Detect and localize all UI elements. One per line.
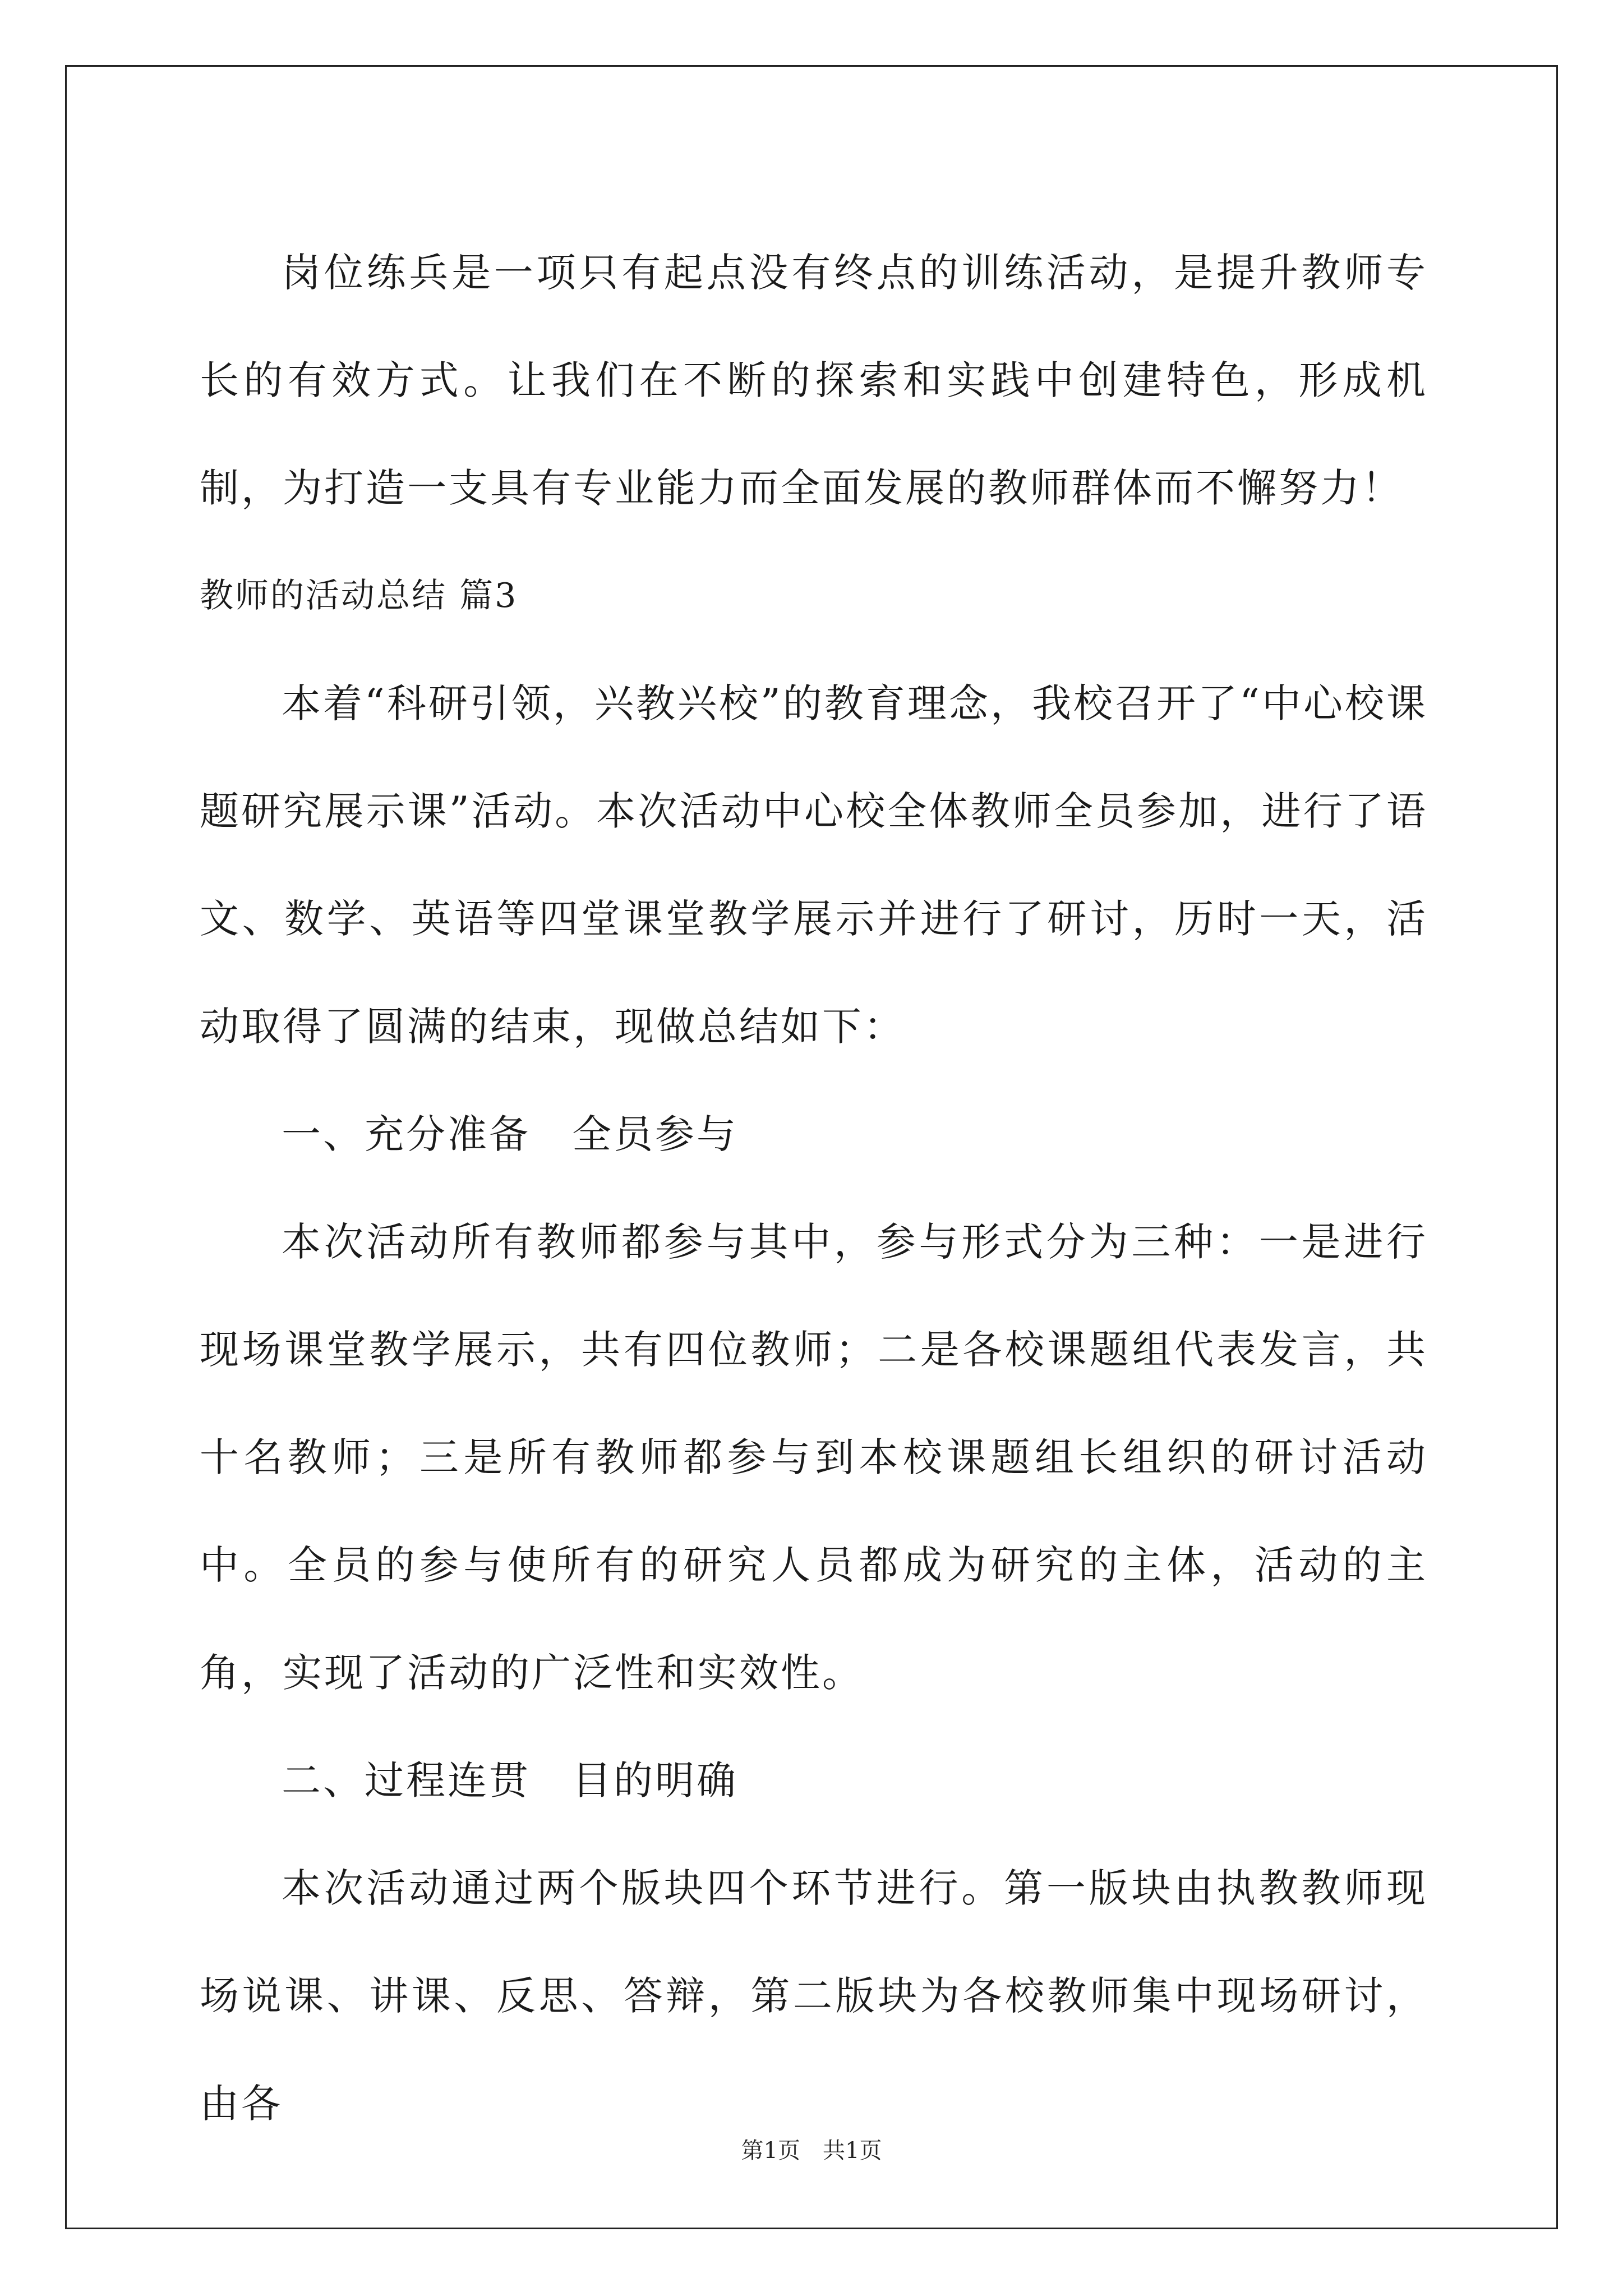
paragraph-intro: 本着“科研引领，兴教兴校”的教育理念，我校召开了“中心校课题研究展示课”活动。本次活动中心校全体教师全员参加，进行了语文、数学、英语等四堂课堂教学展示并进行了研讨，历时一天，活动取得了圆满的结束，现做总结如下： (200, 680, 1428, 1050)
paragraph-closing: 岗位练兵是一项只有起点没有终点的训练活动，是提升教师专长的有效方式。让我们在不断的探索和实践中创建特色，形成机制，为打造一支具有专业能力而全面发展的教师群体而不懈努力！ (200, 250, 1428, 511)
document-body (200, 219, 1428, 2157)
subheading-one: 一、充分准备 全员参与 (282, 1111, 738, 1157)
subheading-two: 二、过程连贯 目的明确 (282, 1757, 738, 1803)
page-total: 共1页 (823, 2138, 882, 2164)
page-number: 第1页 (741, 2138, 800, 2164)
page-footer (0, 2134, 1623, 2168)
section-title: 教师的活动总结 篇3 (200, 576, 518, 615)
paragraph-process: 本次活动通过两个版块四个环节进行。第一版块由执教教师现场说课、讲课、反思、答辩，第二版块为各校教师集中现场研讨，由各 (200, 1865, 1428, 2127)
paragraph-participation: 本次活动所有教师都参与其中，参与形式分为三种：一是进行现场课堂教学展示，共有四位教师；二是各校课题组代表发言，共十名教师；三是所有教师都参与到本校课题组长组织的研讨活动中。全员的参与使所有的研究人员都成为研究的主体，活动的主角，实现了活动的广泛性和实效性。 (200, 1219, 1428, 1696)
